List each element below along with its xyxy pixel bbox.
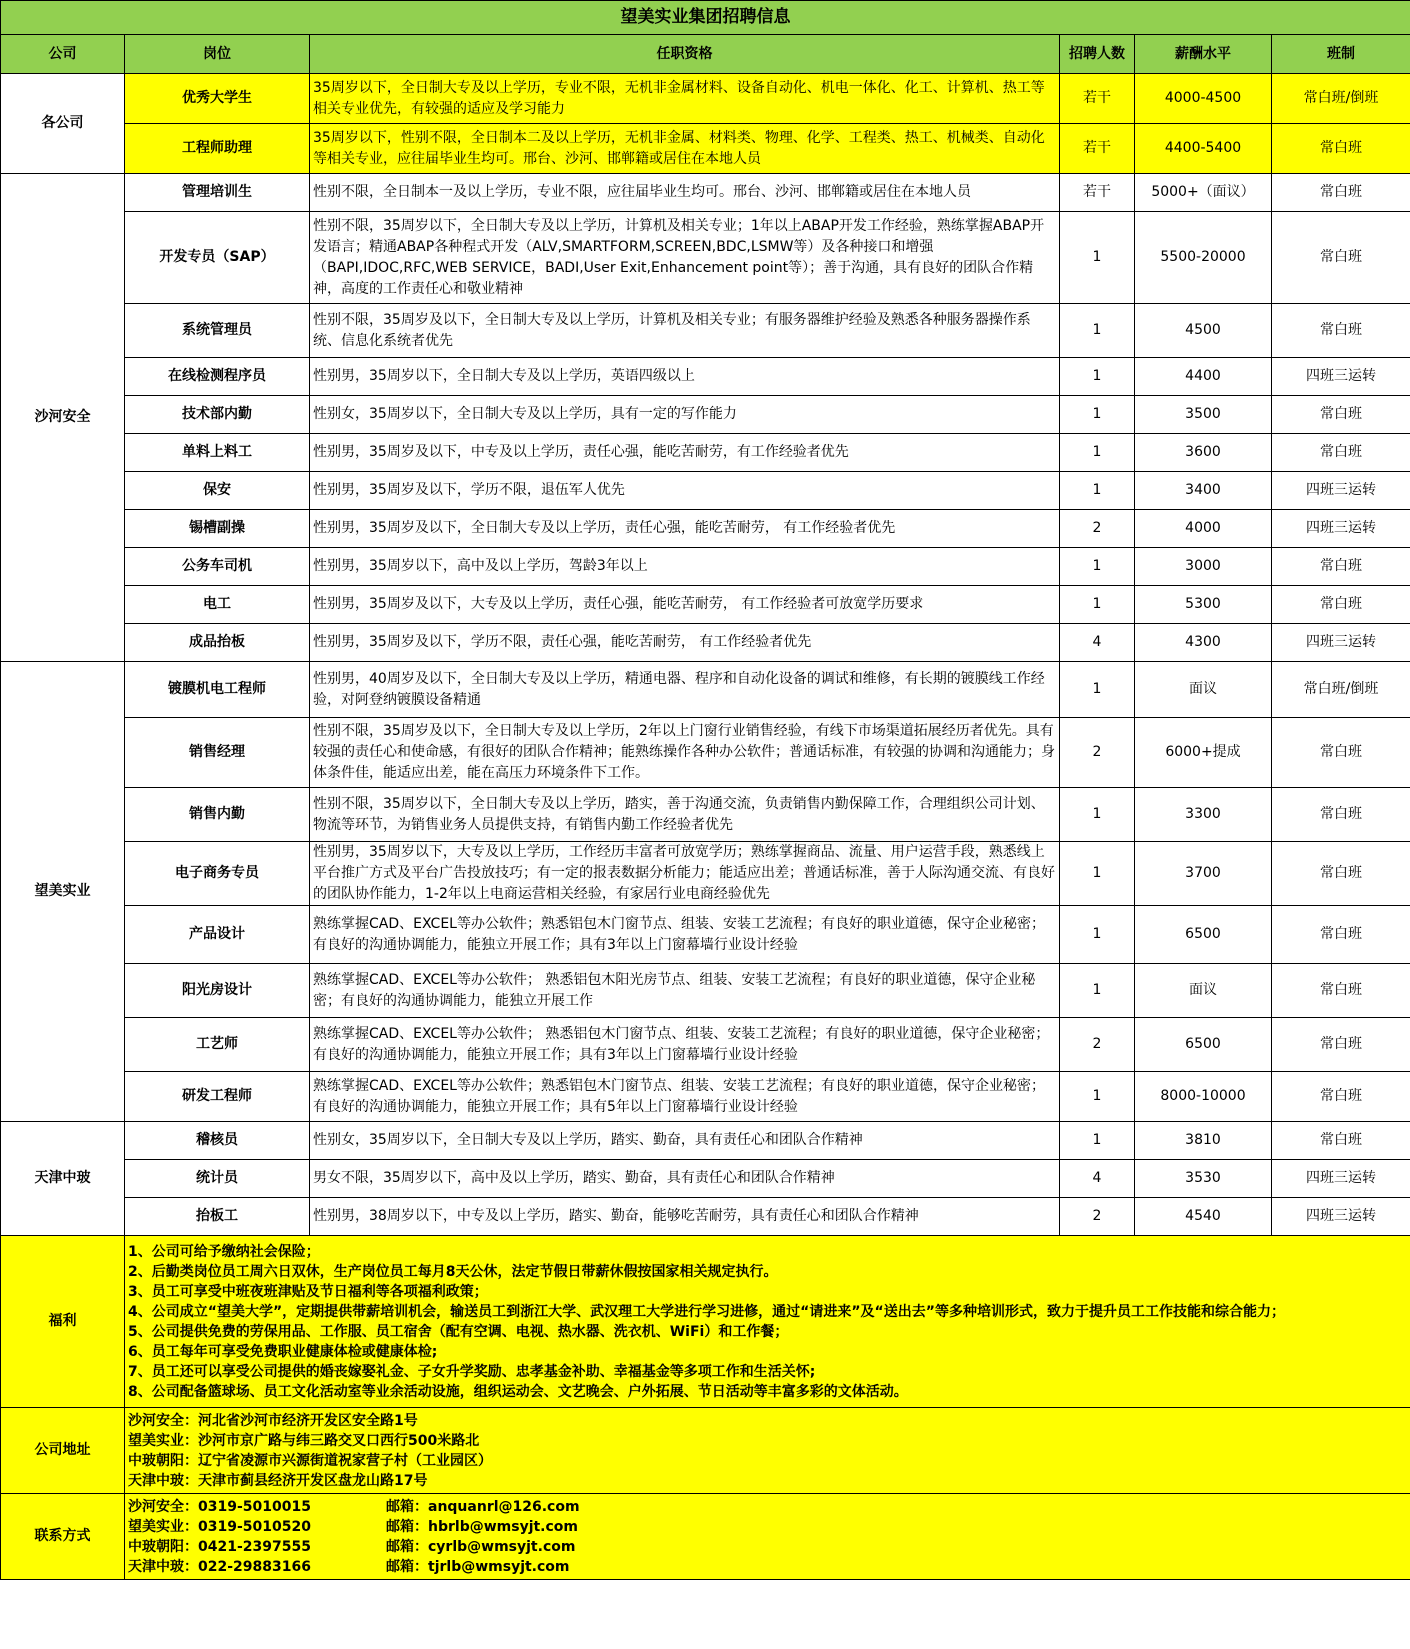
salary-cell: 4300 xyxy=(1135,624,1272,662)
table-row xyxy=(1,1018,1410,1072)
table-row xyxy=(1,124,1410,174)
position-cell: 阳光房设计 xyxy=(125,964,310,1018)
table-row xyxy=(1,1160,1410,1198)
position-cell: 产品设计 xyxy=(125,906,310,964)
table-row xyxy=(1,624,1410,662)
footer-section xyxy=(1,1236,1410,1580)
count-cell: 1 xyxy=(1060,358,1135,396)
table-row xyxy=(1,396,1410,434)
salary-cell: 4540 xyxy=(1135,1198,1272,1236)
contact-email: 邮箱：anquanrl@126.com xyxy=(386,1498,580,1515)
header-count: 招聘人数 xyxy=(1060,35,1135,74)
requirements-cell: 性别男，35周岁以下，大专及以上学历，工作经历丰富者可放宽学历；熟练掌握商品、流量、用户运营手段，熟悉线上平台推广方式及平台广告投放技巧；有一定的报表数据分析能力；能适应出差；普通话标准，善于人际沟通交流、有良好的团队协作能力，1-2年以上电商运营相关经验，有家居行业电商经验优先 xyxy=(310,842,1060,906)
table-row xyxy=(1,1072,1410,1122)
shift-cell: 常白班 xyxy=(1272,174,1410,212)
table-row xyxy=(1,906,1410,964)
shift-cell: 四班三运转 xyxy=(1272,358,1410,396)
table-row xyxy=(1,964,1410,1018)
shift-cell: 常白班 xyxy=(1272,964,1410,1018)
contact-item xyxy=(128,1517,1407,1537)
welfare-label: 福利 xyxy=(1,1236,125,1408)
salary-cell: 8000-10000 xyxy=(1135,1072,1272,1122)
requirements-cell: 性别男，35周岁以下，全日制大专及以上学历，英语四级以上 xyxy=(310,358,1060,396)
position-cell: 锡槽副操 xyxy=(125,510,310,548)
count-cell: 1 xyxy=(1060,1072,1135,1122)
salary-cell: 5500-20000 xyxy=(1135,212,1272,304)
shift-cell: 四班三运转 xyxy=(1272,1160,1410,1198)
welfare-item: 3、员工可享受中班夜班津贴及节日福利等各项福利政策； xyxy=(128,1283,488,1300)
count-cell: 2 xyxy=(1060,510,1135,548)
count-cell: 2 xyxy=(1060,1018,1135,1072)
salary-cell: 4000-4500 xyxy=(1135,74,1272,124)
shift-cell: 常白班 xyxy=(1272,788,1410,842)
welfare-item: 4、公司成立“望美大学”，定期提供带薪培训机会，输送员工到浙江大学、武汉理工大学进行学习进修，通过“请进来”及“送出去”等多种培训形式，致力于提升员工工作技能和综合能力； xyxy=(128,1303,1285,1320)
table-row xyxy=(1,1122,1410,1160)
salary-cell: 4000 xyxy=(1135,510,1272,548)
shift-cell: 常白班 xyxy=(1272,1122,1410,1160)
position-cell: 公务车司机 xyxy=(125,548,310,586)
contact-phone: 望美实业：0319-5010520 xyxy=(128,1518,311,1535)
welfare-content xyxy=(125,1236,1410,1408)
contact-item xyxy=(128,1557,1407,1577)
position-cell: 系统管理员 xyxy=(125,304,310,358)
table-row xyxy=(1,510,1410,548)
address-item: 沙河安全：河北省沙河市经济开发区安全路1号 xyxy=(128,1412,418,1429)
table-row xyxy=(1,1198,1410,1236)
count-cell: 1 xyxy=(1060,964,1135,1018)
header-requirements: 任职资格 xyxy=(310,35,1060,74)
position-cell: 稽核员 xyxy=(125,1122,310,1160)
contact-item xyxy=(128,1537,1407,1557)
salary-cell: 5000+（面议） xyxy=(1135,174,1272,212)
count-cell: 1 xyxy=(1060,1122,1135,1160)
salary-cell: 面议 xyxy=(1135,662,1272,718)
requirements-cell: 35周岁以下，全日制大专及以上学历，专业不限，无机非金属材料、设备自动化、机电一体化、化工、计算机、热工等相关专业优先，有较强的适应及学习能力 xyxy=(310,74,1060,124)
requirements-cell: 性别不限，35周岁以下，全日制大专及以上学历，计算机及相关专业；1年以上ABAP开发工作经验，熟练掌握ABAP开发语言；精通ABAP各种程式开发（ALV,SMARTFORM,SCREEN,BDC,LSMW等）及各种接口和增强（BAPI,IDOC,RFC,WEB SERVICE，BADI,User Exit,Enhancement point等）；善于沟通，具有良好的团队合作精神，高度的工作责任心和敬业精神 xyxy=(310,212,1060,304)
shift-cell: 四班三运转 xyxy=(1272,510,1410,548)
address-item: 望美实业：沙河市京广路与纬三路交叉口西行500米路北 xyxy=(128,1432,480,1449)
contact-content xyxy=(125,1494,1410,1580)
requirements-cell: 熟练掌握CAD、EXCEL等办公软件； 熟悉铝包木阳光房节点、组装、安装工艺流程；有良好的职业道德，保守企业秘密；有良好的沟通协调能力，能独立开展工作 xyxy=(310,964,1060,1018)
count-cell: 1 xyxy=(1060,586,1135,624)
count-cell: 若干 xyxy=(1060,124,1135,174)
shift-cell: 常白班 xyxy=(1272,718,1410,788)
page-title: 望美实业集团招聘信息 xyxy=(1,1,1410,35)
requirements-cell: 性别男，40周岁及以下，全日制大专及以上学历，精通电器、程序和自动化设备的调试和维修，有长期的镀膜线工作经验，对阿登纳镀膜设备精通 xyxy=(310,662,1060,718)
salary-cell: 3300 xyxy=(1135,788,1272,842)
welfare-item: 8、公司配备篮球场、员工文化活动室等业余活动设施，组织运动会、文艺晚会、户外拓展、节日活动等丰富多彩的文体活动。 xyxy=(128,1383,908,1400)
shift-cell: 常白班 xyxy=(1272,1072,1410,1122)
requirements-cell: 性别男，35周岁以下，高中及以上学历，驾龄3年以上 xyxy=(310,548,1060,586)
requirements-cell: 性别不限，35周岁及以下，全日制大专及以上学历，2年以上门窗行业销售经验，有线下市场渠道拓展经历者优先。具有较强的责任心和使命感，有很好的团队合作精神；能熟练操作各种办公软件；普通话标准，有较强的协调和沟通能力；身体条件佳，能适应出差，能在高压力环境条件下工作。 xyxy=(310,718,1060,788)
position-cell: 工艺师 xyxy=(125,1018,310,1072)
shift-cell: 四班三运转 xyxy=(1272,1198,1410,1236)
requirements-cell: 35周岁以下，性别不限，全日制本二及以上学历，无机非金属、材料类、物理、化学、工程类、热工、机械类、自动化等相关专业，应往届毕业生均可。邢台、沙河、邯郸籍或居住在本地人员 xyxy=(310,124,1060,174)
count-cell: 2 xyxy=(1060,718,1135,788)
shift-cell: 常白班 xyxy=(1272,906,1410,964)
header-salary: 薪酬水平 xyxy=(1135,35,1272,74)
requirements-cell: 性别男，35周岁及以下，学历不限，责任心强，能吃苦耐劳， 有工作经验者优先 xyxy=(310,624,1060,662)
contact-phone: 中玻朝阳：0421-2397555 xyxy=(128,1538,311,1555)
address-label: 公司地址 xyxy=(1,1408,125,1494)
position-cell: 销售经理 xyxy=(125,718,310,788)
salary-cell: 3000 xyxy=(1135,548,1272,586)
contact-item xyxy=(128,1497,1407,1517)
table-row xyxy=(1,174,1410,212)
position-cell: 保安 xyxy=(125,472,310,510)
position-cell: 在线检测程序员 xyxy=(125,358,310,396)
position-cell: 镀膜机电工程师 xyxy=(125,662,310,718)
table-row xyxy=(1,472,1410,510)
header-position: 岗位 xyxy=(125,35,310,74)
contact-phone: 沙河安全：0319-5010015 xyxy=(128,1498,311,1515)
contact-label: 联系方式 xyxy=(1,1494,125,1580)
requirements-cell: 男女不限，35周岁以下，高中及以上学历，踏实、勤奋，具有责任心和团队合作精神 xyxy=(310,1160,1060,1198)
count-cell: 4 xyxy=(1060,624,1135,662)
requirements-cell: 性别女，35周岁以下，全日制大专及以上学历，踏实、勤奋，具有责任心和团队合作精神 xyxy=(310,1122,1060,1160)
position-cell: 单料上料工 xyxy=(125,434,310,472)
shift-cell: 常白班 xyxy=(1272,434,1410,472)
count-cell: 1 xyxy=(1060,788,1135,842)
count-cell: 1 xyxy=(1060,662,1135,718)
position-cell: 研发工程师 xyxy=(125,1072,310,1122)
shift-cell: 常白班 xyxy=(1272,548,1410,586)
salary-cell: 6000+提成 xyxy=(1135,718,1272,788)
shift-cell: 常白班 xyxy=(1272,1018,1410,1072)
shift-cell: 常白班 xyxy=(1272,124,1410,174)
position-cell: 电工 xyxy=(125,586,310,624)
requirements-cell: 性别不限，全日制本一及以上学历，专业不限，应往届毕业生均可。邢台、沙河、邯郸籍或居住在本地人员 xyxy=(310,174,1060,212)
requirements-cell: 性别男，38周岁以下，中专及以上学历，踏实、勤奋，能够吃苦耐劳，具有责任心和团队合作精神 xyxy=(310,1198,1060,1236)
table-row xyxy=(1,586,1410,624)
position-cell: 管理培训生 xyxy=(125,174,310,212)
salary-cell: 3600 xyxy=(1135,434,1272,472)
address-item: 中玻朝阳：辽宁省凌源市兴源街道祝家营子村（工业园区） xyxy=(128,1452,492,1469)
position-cell: 开发专员（SAP） xyxy=(125,212,310,304)
count-cell: 若干 xyxy=(1060,74,1135,124)
salary-cell: 4400 xyxy=(1135,358,1272,396)
salary-cell: 4400-5400 xyxy=(1135,124,1272,174)
salary-cell: 3400 xyxy=(1135,472,1272,510)
table-row xyxy=(1,718,1410,788)
count-cell: 2 xyxy=(1060,1198,1135,1236)
welfare-item: 5、公司提供免费的劳保用品、工作服、员工宿舍（配有空调、电视、热水器、洗衣机、WiFi）和工作餐； xyxy=(128,1323,789,1340)
position-cell: 销售内勤 xyxy=(125,788,310,842)
address-content xyxy=(125,1408,1410,1494)
position-cell: 技术部内勤 xyxy=(125,396,310,434)
shift-cell: 常白班/倒班 xyxy=(1272,74,1410,124)
requirements-cell: 性别不限，35周岁以下，全日制大专及以上学历，踏实，善于沟通交流，负责销售内勤保障工作，合理组织公司计划、物流等环节，为销售业务人员提供支持，有销售内勤工作经验者优先 xyxy=(310,788,1060,842)
position-cell: 统计员 xyxy=(125,1160,310,1198)
count-cell: 1 xyxy=(1060,472,1135,510)
table-row xyxy=(1,74,1410,124)
table-row xyxy=(1,358,1410,396)
contact-email: 邮箱：tjrlb@wmsyjt.com xyxy=(386,1558,570,1575)
requirements-cell: 熟练掌握CAD、EXCEL等办公软件； 熟悉铝包木门窗节点、组装、安装工艺流程；有良好的职业道德，保守企业秘密；有良好的沟通协调能力，能独立开展工作；具有3年以上门窗幕墙行业设计经验 xyxy=(310,1018,1060,1072)
salary-cell: 3810 xyxy=(1135,1122,1272,1160)
salary-cell: 3530 xyxy=(1135,1160,1272,1198)
table-row xyxy=(1,788,1410,842)
shift-cell: 常白班 xyxy=(1272,396,1410,434)
company-cell: 各公司 xyxy=(1,74,125,174)
shift-cell: 常白班/倒班 xyxy=(1272,662,1410,718)
salary-cell: 4500 xyxy=(1135,304,1272,358)
shift-cell: 四班三运转 xyxy=(1272,472,1410,510)
welfare-item: 7、员工还可以享受公司提供的婚丧嫁娶礼金、子女升学奖励、忠孝基金补助、幸福基金等多项工作和生活关怀; xyxy=(128,1363,816,1380)
shift-cell: 常白班 xyxy=(1272,212,1410,304)
count-cell: 1 xyxy=(1060,842,1135,906)
salary-cell: 3500 xyxy=(1135,396,1272,434)
salary-cell: 6500 xyxy=(1135,1018,1272,1072)
requirements-cell: 熟练掌握CAD、EXCEL等办公软件；熟悉铝包木门窗节点、组装、安装工艺流程；有良好的职业道德，保守企业秘密；有良好的沟通协调能力，能独立开展工作；具有5年以上门窗幕墙行业设计经验 xyxy=(310,1072,1060,1122)
table-row xyxy=(1,212,1410,304)
requirements-cell: 性别女，35周岁以下，全日制大专及以上学历，具有一定的写作能力 xyxy=(310,396,1060,434)
contact-email: 邮箱：hbrlb@wmsyjt.com xyxy=(386,1518,579,1535)
shift-cell: 常白班 xyxy=(1272,304,1410,358)
salary-cell: 6500 xyxy=(1135,906,1272,964)
table-row xyxy=(1,304,1410,358)
count-cell: 1 xyxy=(1060,906,1135,964)
contact-email: 邮箱：cyrlb@wmsyjt.com xyxy=(386,1538,576,1555)
table-row xyxy=(1,548,1410,586)
table-row xyxy=(1,434,1410,472)
count-cell: 1 xyxy=(1060,548,1135,586)
shift-cell: 常白班 xyxy=(1272,842,1410,906)
count-cell: 1 xyxy=(1060,212,1135,304)
table-row xyxy=(1,662,1410,718)
position-cell: 电子商务专员 xyxy=(125,842,310,906)
jobs-body xyxy=(1,74,1410,1236)
position-cell: 优秀大学生 xyxy=(125,74,310,124)
address-item: 天津中玻：天津市蓟县经济开发区盘龙山路17号 xyxy=(128,1472,428,1489)
count-cell: 1 xyxy=(1060,434,1135,472)
position-cell: 工程师助理 xyxy=(125,124,310,174)
company-cell: 沙河安全 xyxy=(1,174,125,662)
count-cell: 1 xyxy=(1060,396,1135,434)
count-cell: 若干 xyxy=(1060,174,1135,212)
requirements-cell: 性别男，35周岁及以下，中专及以上学历，责任心强，能吃苦耐劳，有工作经验者优先 xyxy=(310,434,1060,472)
salary-cell: 3700 xyxy=(1135,842,1272,906)
count-cell: 1 xyxy=(1060,304,1135,358)
table-row xyxy=(1,842,1410,906)
requirements-cell: 性别男，35周岁及以下，全日制大专及以上学历，责任心强，能吃苦耐劳， 有工作经验者优先 xyxy=(310,510,1060,548)
header-shift: 班制 xyxy=(1272,35,1410,74)
shift-cell: 四班三运转 xyxy=(1272,624,1410,662)
shift-cell: 常白班 xyxy=(1272,586,1410,624)
welfare-item: 1、公司可给予缴纳社会保险； xyxy=(128,1243,320,1260)
count-cell: 4 xyxy=(1060,1160,1135,1198)
salary-cell: 面议 xyxy=(1135,964,1272,1018)
requirements-cell: 熟练掌握CAD、EXCEL等办公软件；熟悉铝包木门窗节点、组装、安装工艺流程；有良好的职业道德，保守企业秘密；有良好的沟通协调能力，能独立开展工作；具有3年以上门窗幕墙行业设计经验 xyxy=(310,906,1060,964)
welfare-item: 6、员工每年可享受免费职业健康体检或健康体检; xyxy=(128,1343,438,1360)
company-cell: 天津中玻 xyxy=(1,1122,125,1236)
requirements-cell: 性别男，35周岁及以下，学历不限，退伍军人优先 xyxy=(310,472,1060,510)
position-cell: 成品抬板 xyxy=(125,624,310,662)
welfare-item: 2、后勤类岗位员工周六日双休，生产岗位员工每月8天公休，法定节假日带薪休假按国家相关规定执行。 xyxy=(128,1263,778,1280)
company-cell: 望美实业 xyxy=(1,662,125,1122)
salary-cell: 5300 xyxy=(1135,586,1272,624)
requirements-cell: 性别男，35周岁及以下，大专及以上学历，责任心强，能吃苦耐劳， 有工作经验者可放宽学历要求 xyxy=(310,586,1060,624)
position-cell: 抬板工 xyxy=(125,1198,310,1236)
header-company: 公司 xyxy=(1,35,125,74)
requirements-cell: 性别不限，35周岁及以下，全日制大专及以上学历，计算机及相关专业；有服务器维护经验及熟悉各种服务器操作系统、信息化系统者优先 xyxy=(310,304,1060,358)
contact-phone: 天津中玻：022-29883166 xyxy=(128,1558,311,1575)
